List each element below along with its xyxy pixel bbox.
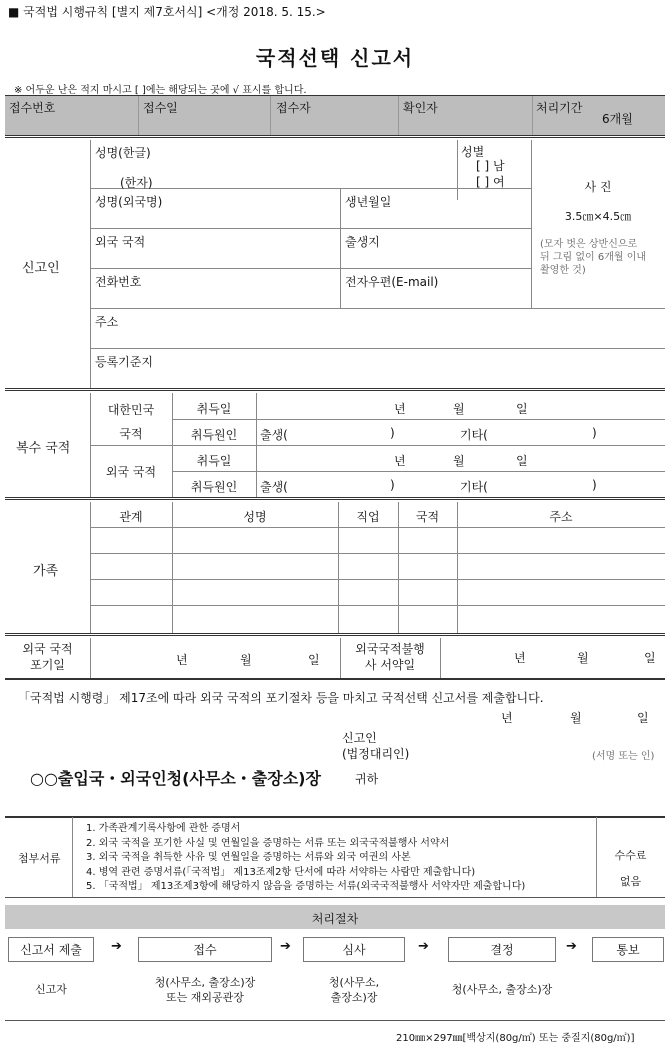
korea-other-label: 기타( (460, 428, 488, 442)
foreign-acq-day: 일 (516, 454, 528, 468)
family-col-relation: 관계 (119, 510, 143, 524)
step-receive: 접수 (138, 937, 272, 962)
name-korean-label: 성명(한글) (95, 146, 151, 160)
signature-field[interactable]: (서명 또는 인) (592, 751, 655, 762)
korea-birth-close: ) (390, 426, 395, 440)
step-submit: 신고서 제출 (8, 937, 94, 962)
foreign-acq-year: 년 (394, 454, 406, 468)
declaration-year: 년 (501, 711, 513, 725)
foreign-acq-reason-label: 취득원인 (190, 480, 238, 494)
arrow-right-icon: ➔ (418, 939, 429, 954)
oath-label-2: 사 서약일 (364, 658, 416, 672)
foreign-birth-label: 출생( (260, 480, 288, 494)
korea-acq-year: 년 (394, 402, 406, 416)
receipt-number-label: 접수번호 (9, 101, 56, 115)
applicant-section-label: 신고인 (22, 261, 60, 276)
declaration-applicant: 신고인 (342, 731, 377, 745)
processing-period-value: 6개월 (602, 112, 633, 126)
foreign-other-label: 기타( (460, 480, 488, 494)
oath-label-1: 외국국적불행 (355, 642, 425, 656)
photo-label: 사 진 (584, 180, 612, 194)
attachment-item: 5. 「국적법」 제13조제3항에 해당하지 않음을 증명하는 서류(외국국적불행사 서약자만 제출합니다) (86, 881, 526, 892)
korea-other-close: ) (592, 426, 597, 440)
recipient-honorific: 귀하 (355, 772, 379, 786)
korea-acq-reason-label: 취득원인 (190, 428, 238, 442)
email-label: 전자우편(E-mail) (345, 275, 439, 289)
actor-receive-1: 청(사무소, 출장소)장 (154, 976, 256, 989)
family-col-nationality: 국적 (415, 510, 440, 524)
foreign-nationality-dual-label: 외국 국적 (105, 465, 157, 479)
receiver-label: 접수자 (276, 101, 311, 115)
attachments-list (86, 822, 525, 895)
foreign-birth-close: ) (390, 478, 395, 492)
korea-acq-date-label: 취득일 (196, 402, 232, 416)
receipt-date-label: 접수일 (143, 101, 178, 115)
birthplace-label: 출생지 (345, 235, 380, 249)
renounce-year: 년 (176, 653, 188, 667)
family-col-address: 주소 (549, 510, 573, 524)
photo-note-2: 뒤 그림 없이 6개월 이내 (540, 252, 647, 263)
foreign-other-close: ) (592, 478, 597, 492)
attachment-item: 3. 외국 국적을 취득한 사유 및 연월일을 증명하는 서류와 외국 여권의 사본 (86, 852, 411, 863)
declaration-statement: 「국적법 시행령」 제17조에 따라 외국 국적의 포기절차 등을 마치고 국적선택 신고서를 제출합니다. (18, 691, 544, 705)
recipient: ○○출입국・외국인청(사무소・출장소)장 (30, 769, 321, 788)
korea-acq-day: 일 (516, 402, 528, 416)
family-col-job: 직업 (356, 510, 380, 524)
korea-label-2: 국적 (119, 427, 143, 441)
fee-label: 수수료 (614, 849, 647, 862)
step-review: 심사 (303, 937, 405, 962)
renounce-label-2: 포기일 (30, 658, 65, 672)
attachments-label: 첨부서류 (18, 852, 61, 865)
photo-size: 3.5㎝×4.5㎝ (564, 210, 632, 223)
attachment-item: 2. 외국 국적을 포기한 사실 및 연월일을 증명하는 서류 또는 외국국적불행사 서약서 (86, 837, 450, 849)
processing-period-label: 처리기간 (536, 101, 583, 115)
actor-review-1: 청(사무소, (328, 976, 380, 989)
oath-year: 년 (514, 651, 526, 665)
actor-review-2: 출장소)장 (330, 991, 378, 1004)
gender-female-checkbox[interactable]: [ ] 여 (476, 175, 505, 189)
form-reference: ■ 국적법 시행규칙 [별지 제7호서식] <개정 2018. 5. 15.> (8, 5, 326, 19)
name-hanja-label: (한자) (120, 176, 153, 190)
dual-section-label: 복수 국적 (16, 441, 71, 456)
name-foreign-label: 성명(외국명) (95, 195, 163, 209)
gender-label: 성별 (461, 145, 485, 159)
renounce-day: 일 (308, 653, 320, 667)
declaration-month: 월 (570, 711, 582, 725)
foreign-nationality-label: 외국 국적 (95, 235, 146, 249)
korea-acq-month: 월 (453, 402, 465, 416)
birth-date-label: 생년월일 (345, 195, 392, 209)
renounce-label-1: 외국 국적 (22, 642, 73, 656)
declaration-agent: (법정대리인) (342, 747, 410, 761)
phone-label: 전화번호 (95, 275, 142, 289)
arrow-right-icon: ➔ (111, 939, 122, 954)
paper-spec: 210㎜×297㎜[백상지(80g/㎡) 또는 중질지(80g/㎡)] (396, 1033, 635, 1044)
actor-receive-2: 또는 재외공관장 (166, 991, 244, 1004)
actor-decision: 청(사무소, 출장소)장 (451, 983, 553, 996)
address-label: 주소 (95, 315, 119, 329)
attachment-item: 1. 가족관계기록사항에 관한 증명서 (86, 823, 241, 834)
foreign-acq-date-label: 취득일 (196, 454, 232, 468)
actor-applicant: 신고자 (35, 983, 67, 996)
renounce-month: 월 (240, 653, 252, 667)
korea-label-1: 대한민국 (107, 403, 155, 417)
declaration-day: 일 (637, 711, 649, 725)
family-col-name: 성명 (243, 510, 267, 524)
korea-birth-label: 출생( (260, 428, 288, 442)
confirmer-label: 확인자 (403, 101, 438, 115)
attachment-item: 4. 병역 관련 증명서류(「국적법」 제13조제2항 단서에 따라 서약하는 사람만 제출합니다) (86, 866, 476, 878)
step-notify: 통보 (592, 937, 664, 962)
foreign-acq-month: 월 (453, 454, 465, 468)
photo-note-3: 촬영한 것) (540, 265, 586, 276)
fee-value: 없음 (619, 875, 642, 888)
oath-day: 일 (644, 651, 656, 665)
registration-base-label: 등록기준지 (95, 355, 153, 369)
page-title: 국적선택 신고서 (255, 46, 415, 70)
step-decision: 결정 (448, 937, 556, 962)
photo-note-1: (모자 벗은 상반신으로 (540, 239, 638, 250)
arrow-right-icon: ➔ (280, 939, 291, 954)
procedure-title: 처리절차 (311, 912, 359, 926)
instruction-note: ※ 어두운 난은 적지 마시고 [ ]에는 해당되는 곳에 √ 표시를 합니다. (14, 85, 307, 96)
family-section-label: 가족 (33, 564, 59, 579)
oath-month: 월 (577, 651, 589, 665)
gender-male-checkbox[interactable]: [ ] 남 (476, 159, 505, 173)
arrow-right-icon: ➔ (566, 939, 577, 954)
